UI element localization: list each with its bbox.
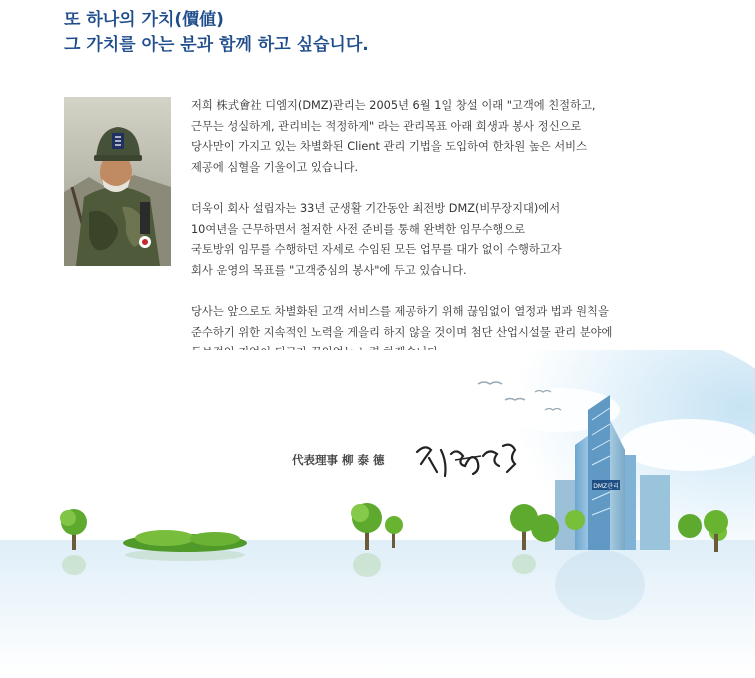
title-line-1: 또 하나의 가치(價値) bbox=[64, 10, 224, 30]
text-line: 10여년을 근무하면서 철저한 사전 준비를 통해 완벽한 임무수행으로 bbox=[191, 222, 526, 236]
text-line: 국토방위 임무를 수행하던 자세로 수임된 모든 업무를 대가 없이 수행하고자 bbox=[191, 243, 562, 256]
ceo-signature-label: 代表理事 柳 泰 德 bbox=[292, 453, 385, 467]
building-sign: DMZ관리 bbox=[593, 483, 619, 490]
text-line: 당사는 앞으로도 차별화된 고객 서비스를 제공하기 위해 끊임없이 열정과 법과 원칙을 bbox=[191, 305, 609, 318]
title-line-2: 그 가치를 아는 분과 함께 하고 싶습니다. bbox=[64, 35, 369, 55]
text-line: 회사 운영의 목표를 "고객중심의 봉사"에 두고 있습니다. bbox=[191, 263, 467, 277]
text-line: 더욱이 회사 설립자는 33년 군생활 기간동안 최전방 DMZ(비무장지대)에서 bbox=[191, 202, 561, 215]
paragraph-1 bbox=[191, 96, 691, 178]
greeting-text bbox=[191, 96, 691, 385]
city-landscape-icon bbox=[0, 350, 755, 674]
text-line: 제공에 심혈을 기울이고 있습니다. bbox=[191, 160, 359, 174]
handwritten-signature-icon bbox=[411, 432, 523, 482]
soldier-portrait-icon bbox=[64, 97, 171, 266]
paragraph-2 bbox=[191, 199, 691, 281]
page-title bbox=[64, 8, 369, 58]
founder-portrait bbox=[64, 97, 171, 266]
text-line: 당사만이 가지고 있는 차별화된 Client 관리 기법을 도입하여 한차원 높은 서비스 bbox=[191, 140, 588, 153]
text-line: 준수하기 위한 지속적인 노력을 게을리 하지 않을 것이며 첨단 산업시설물 관리 분야에 bbox=[191, 325, 613, 339]
text-line: 저희 株式會社 디엠지(DMZ)관리는 2005년 6월 1일 창설 이래 "고객에 친절하고, bbox=[191, 99, 596, 112]
city-landscape-illustration bbox=[0, 350, 755, 674]
text-line: 근무는 성실하게, 관리비는 적정하게" 라는 관리목표 아래 희생과 봉사 정신으로 bbox=[191, 119, 582, 133]
